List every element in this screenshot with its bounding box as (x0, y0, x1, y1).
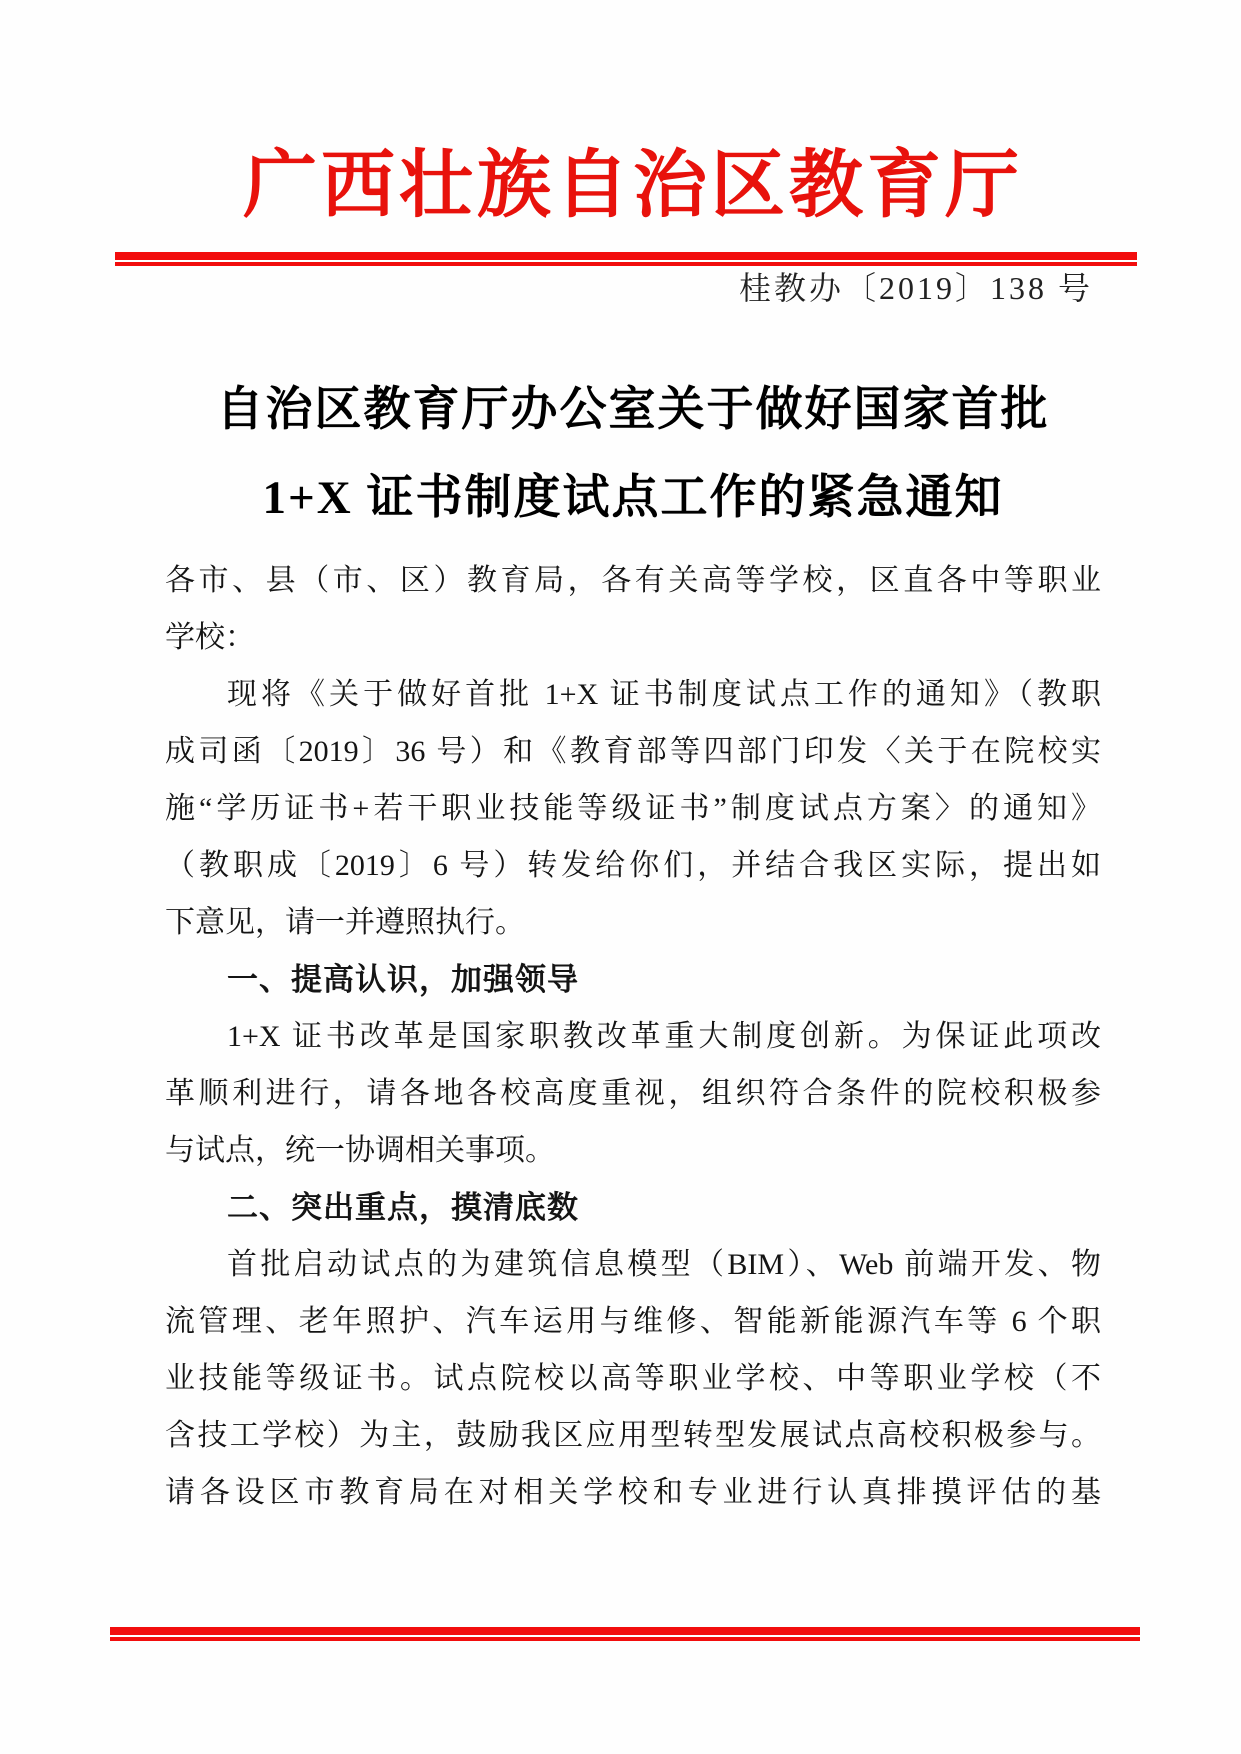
paragraph-line: 成司函〔2019〕36 号）和《教育部等四部门印发〈关于在院校实 (165, 735, 1101, 768)
salutation-line: 学校： (165, 621, 255, 654)
paragraph-line: 与试点，统一协调相关事项。 (165, 1134, 555, 1167)
paragraph-line: 革顺利进行，请各地各校高度重视，组织符合条件的院校积极参 (165, 1077, 1101, 1110)
paragraph-line: （教职成〔2019〕6 号）转发给你们，并结合我区实际，提出如 (165, 849, 1101, 882)
salutation-line: 各市、县（市、区）教育局，各有关高等学校，区直各中等职业 (165, 564, 1101, 597)
paragraph-line: 施“学历证书+若干职业技能等级证书”制度试点方案〉的通知》 (165, 792, 1101, 825)
document-title-line-2: 1+X 证书制度试点工作的紧急通知 (262, 472, 1004, 524)
paragraph-line: 请各设区市教育局在对相关学校和专业进行认真排摸评估的基 (165, 1476, 1101, 1509)
section-heading-2: 二、突出重点，摸清底数 (227, 1190, 579, 1225)
document-reference-number: 桂教办〔2019〕138 号 (738, 270, 1093, 306)
footer-divider-rule (110, 1627, 1140, 1641)
paragraph-line: 下意见，请一并遵照执行。 (165, 906, 525, 939)
paragraph-line: 含技工学校）为主，鼓励我区应用型转型发展试点高校积极参与。 (165, 1419, 1101, 1452)
document-body (165, 552, 1101, 1521)
section-heading-1: 一、提高认识，加强领导 (227, 962, 579, 997)
paragraph-line: 1+X 证书改革是国家职教改革重大制度创新。为保证此项改 (227, 1020, 1101, 1053)
document-title (165, 366, 1101, 542)
paragraph-line: 首批启动试点的为建筑信息模型（BIM）、Web 前端开发、物 (227, 1248, 1101, 1281)
letterhead-divider-rule (115, 252, 1137, 266)
document-title-line-1: 自治区教育厅办公室关于做好国家首批 (216, 384, 1050, 436)
paragraph-line: 现将《关于做好首批 1+X 证书制度试点工作的通知》（教职 (227, 678, 1101, 711)
paragraph-line: 业技能等级证书。试点院校以高等职业学校、中等职业学校（不 (165, 1362, 1101, 1395)
paragraph-line: 流管理、老年照护、汽车运用与维修、智能新能源汽车等 6 个职 (165, 1305, 1101, 1338)
letterhead-agency-name: 广西壮族自治区教育厅 (243, 145, 1023, 227)
